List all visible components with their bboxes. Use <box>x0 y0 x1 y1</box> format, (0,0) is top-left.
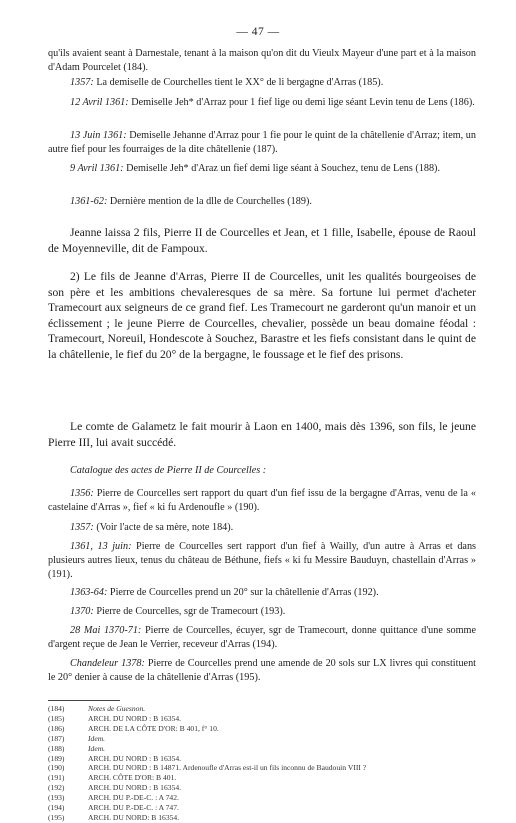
record-1357 <box>48 76 476 90</box>
record-date: 13 Juin 1361: <box>70 130 127 141</box>
footnote-text: Idem. <box>88 743 106 753</box>
footnote-number: (186) <box>48 723 65 733</box>
footnote-number: (185) <box>48 713 65 723</box>
entry-text: Pierre de Courcelles prend un 20° sur la châtellenie d'Arras (192). <box>107 587 379 598</box>
entry-text: Pierre de Courcelles prend une amende de 20 sols sur LX livres qui constituent le 20° denier à cause de la châtellenie d'Arras (195). <box>48 658 476 683</box>
footnote-text: ARCH. DU NORD : B 16354. <box>88 753 182 763</box>
record-text: Dernière mention de la dlle de Courchelles (189). <box>107 196 312 207</box>
footnote-187 <box>48 734 478 744</box>
record-date: 1361-62: <box>70 196 108 207</box>
record-1361-62 <box>48 195 476 209</box>
footnote-number: (190) <box>48 763 65 773</box>
page-number: — 47 — <box>236 26 280 38</box>
narrative-paragraph-1: Jeanne laissa 2 fils, Pierre II de Courcelles et Jean, et 1 fille, Isabelle, épouse de Raoul de Moyenneville, dit de Fampoux. <box>48 226 476 255</box>
footnote-text: Idem. <box>88 733 106 743</box>
entry-text: (Voir l'acte de sa mère, note 184). <box>93 522 234 533</box>
footnote-rule <box>48 700 120 701</box>
footnote-text: ARCH. DU NORD : B 14871. Ardenoufle d'Arras est-il un fils inconnu de Baudouin VIII ? <box>88 763 367 773</box>
catalogue-entry-1356 <box>48 487 476 515</box>
catalogue-entry-1361 <box>48 540 476 582</box>
footnote-text: ARCH. DE LA CÔTE D'OR: B 401, f° 10. <box>88 723 219 733</box>
record-text: Demiselle Jeh* d'Araz un fief demi lige séant à Souchez, tenu de Lens (188). <box>123 163 440 174</box>
footnotes <box>48 704 478 823</box>
catalogue-entry-1363-64 <box>48 586 476 600</box>
footnote-193 <box>48 793 478 803</box>
catalogue-entry-chandeleur-1378 <box>48 657 476 685</box>
entry-date: 28 Mai 1370-71: <box>70 625 142 636</box>
footnote-number: (194) <box>48 803 65 813</box>
footnote-number: (191) <box>48 773 65 783</box>
record-date: 1357: <box>70 77 94 88</box>
entry-date: 1356: <box>70 488 94 499</box>
entry-text: Pierre de Courcelles, sgr de Tramecourt (193). <box>93 606 286 617</box>
footnote-text: ARCH. DU P.-DE-C. : A 742. <box>88 793 179 803</box>
paragraph-text: qu'ils avaient seant à Darnestale, tenant à la maison qu'on dit du Vieulx Mayeur d'une part et à la maison d'Adam Pourcelet (184). <box>48 48 476 73</box>
paragraph-continuation <box>48 47 476 75</box>
entry-date: Chandeleur 1378: <box>70 658 145 669</box>
footnote-text: ARCH. CÔTE D'OR: B 401. <box>88 773 177 783</box>
footnote-text: ARCH. DU NORD : B 16354. <box>88 713 182 723</box>
footnote-number: (187) <box>48 733 65 743</box>
catalogue-entry-1357 <box>48 521 476 535</box>
entry-text: Pierre de Courcelles sert rapport d'un fief à Wailly, d'un autre à Arras et dans plusieurs autres lieux, tenus du château de Béthune, fiefs « ki fu Messire Bauduyn, chastellain d'Arras » (191). <box>48 541 476 580</box>
footnote-184 <box>48 704 478 714</box>
record-date: 12 Avril 1361: <box>70 97 129 108</box>
footnote-191 <box>48 773 478 783</box>
narrative-paragraph-2: 2) Le fils de Jeanne d'Arras, Pierre II de Courcelles, unit les qualités bourgeoises de son père et les ambitions chevaleresques de sa mère. Sa fortune lui permet d'acheter Tramecourt aux seigneurs de ce grand fief. Les Tramecourt ne garderont qu'un manoir et un éclissement ; le jeune Pierre de Courcelles, chevalier, possède un beau domaine féodal : Tramecourt, Noreuil, Hondescote à Souchez, Barastre et les fiefs consistant dans le quint de la châtellenie, le fief du 20° de la bergagne, le foussage et le fief des prisons. <box>48 270 476 361</box>
entry-date: 1370: <box>70 606 94 617</box>
footnote-189 <box>48 754 478 764</box>
record-date: 9 Avril 1361: <box>70 163 124 174</box>
record-12-avril-1361 <box>48 96 476 110</box>
footnote-text: ARCH. DU NORD : B 16354. <box>88 783 182 793</box>
catalogue-heading: Catalogue des actes de Pierre II de Courcelles : <box>70 465 267 476</box>
footnote-text: Notes de Guesnon. <box>88 704 146 713</box>
narrative-paragraph-3: Le comte de Galametz le fait mourir à Laon en 1400, mais dès 1396, son fils, le jeune Pierre III, lui avait succédé. <box>48 420 476 449</box>
catalogue-entry-1370-71 <box>48 624 476 652</box>
footnote-number: (193) <box>48 793 65 803</box>
footnote-text: ARCH. DU P.-DE-C. : A 747. <box>88 803 179 813</box>
footnote-185 <box>48 714 478 724</box>
record-text: Demiselle Jehanne d'Arraz pour 1 fie pour le quint de la châtellenie d'Arraz; item, un autre fief pour les fourraiges de la dite châtellenie (187). <box>48 130 476 155</box>
footnote-number: (189) <box>48 753 65 763</box>
footnote-number: (184) <box>48 704 65 713</box>
entry-date: 1363-64: <box>70 587 108 598</box>
footnote-194 <box>48 803 478 813</box>
footnote-number: (195) <box>48 812 65 822</box>
footnote-number: (192) <box>48 783 65 793</box>
entry-date: 1361, 13 juin: <box>70 541 132 552</box>
record-13-juin-1361 <box>48 129 476 157</box>
footnote-188 <box>48 744 478 754</box>
catalogue-entry-1370 <box>48 605 476 619</box>
footnote-192 <box>48 783 478 793</box>
entry-text: Pierre de Courcelles sert rapport du quart d'un fief issu de la bergagne d'Arras, venu de la « castelaine d'Arras », fief « ki fu Ardenoufle » (190). <box>48 488 476 513</box>
footnote-text: ARCH. DU NORD: B 16354. <box>88 812 180 822</box>
record-9-avril-1361 <box>48 162 476 176</box>
footnote-195 <box>48 813 478 823</box>
footnote-186 <box>48 724 478 734</box>
entry-date: 1357: <box>70 522 94 533</box>
record-text: Demiselle Jeh* d'Arraz pour 1 fief lige ou demi lige séant Levin tenu de Lens (186). <box>128 97 475 108</box>
footnote-number: (188) <box>48 743 65 753</box>
record-text: La demiselle de Courchelles tient le XX° de li bergagne d'Arras (185). <box>93 77 384 88</box>
entry-text: Pierre de Courcelles, écuyer, sgr de Tramecourt, donne quittance d'une somme d'argent reçue de Jean le Verrier, receveur d'Arras (194). <box>48 625 476 650</box>
footnote-190 <box>48 763 478 773</box>
